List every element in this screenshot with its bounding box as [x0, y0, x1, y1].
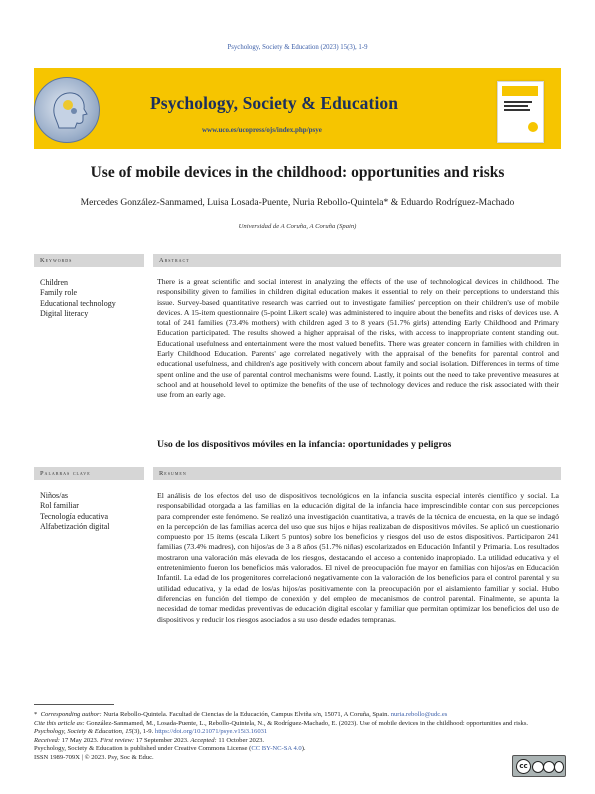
- article-authors: Mercedes González-Sanmamed, Luisa Losada-Puente, Nuria Rebollo-Quintela* & Eduardo Rodríguez-Machado: [80, 197, 515, 208]
- palabras-clave-heading: Palabras clave: [40, 470, 91, 477]
- creative-commons-badge[interactable]: [512, 755, 566, 777]
- abstract-heading: Abstract: [159, 257, 190, 264]
- cite-pages: (3), 1-9.: [131, 728, 154, 736]
- resumen-text: El análisis de los efectos del uso de dispositivos tecnológicos en la infancia suscita especial interés científico y social. La responsabilidad otorgada a las familias en la educación digital de la infancia hace imprescindible contar con sus percepciones para comprender este fenómeno. Se realizó una investigación cuantitativa, a través de la técnica de encuesta, en la que se indagó en la percepción de las familias acerca del uso que sus hijos e hijas realizaban de dispositivos móviles. Se aplicó un cuestionario compuesto por 15 ítems (escala Likert 5 puntos) sobre los beneficios y riesgos del uso de estos dispositivos. Participaron 241 familias (73.4% madres), con hijos/as de 3 a 8 años (51.7% niñas) escolarizados en Educación Infantil y Primaria. Los resultados mostraron una valoración más elevada de los riesgos, destacando el acceso a contenido inapropiado. La utilidad educativa y el entretenimiento fueron los beneficios más valorados. El nivel de preocupación fue mayor en familias con hijos/as en Educación Infantil. La edad de los progenitores correlacionó negativamente con la valoración de los beneficios para el control parental y su utilidad educativa, y la edad de los/as hijos/as positivamente con la preocupación por el aislamiento familiar y social. Hubo diferencias en función del tiempo de conexión y del empleo de mecanismos de control parental. Finalmente, se apunta la necesidad de tomar medidas preventivas de educación digital escolar y familiar que permitan optimizar los beneficios del uso de dispositivos y reducir los riesgos asociados a su uso desde edades tempranas.: [157, 491, 559, 624]
- keyword-item: Educational technology: [40, 298, 116, 308]
- received-label: Received:: [34, 736, 60, 744]
- cite-text: González-Sanmamed, M., Losada-Puente, L., Rebollo-Quintela, N., & Rodríguez-Machado, E. (2023). Use of mobile devices in the childhood: opportunities and risks.: [84, 719, 529, 727]
- cc-icon: cc: [516, 759, 531, 774]
- journal-cover-thumbnail: [497, 81, 544, 143]
- abstract-header-bar: [153, 254, 561, 267]
- license-link[interactable]: CC BY-NC-SA 4.0: [251, 745, 302, 753]
- corresponding-email-link[interactable]: nuria.rebollo@udc.es: [390, 711, 448, 718]
- received-date: 17 May 2023.: [60, 736, 101, 744]
- footnotes: [34, 711, 561, 763]
- resumen-heading: Resumen: [159, 470, 187, 477]
- palabra-clave-item: Alfabetización digital: [40, 521, 110, 531]
- keyword-item: Family role: [40, 288, 78, 298]
- keyword-item: Digital literacy: [40, 308, 89, 318]
- author-affiliation: Universidad de A Coruña, A Coruña (Spain): [238, 223, 357, 230]
- first-review-label: First review:: [100, 736, 135, 744]
- corresponding-author-note: * Corresponding author: Nuria Rebollo-Quintela. Facultad de Ciencias de la Educación, Campus Elviña s/n, 15071, A Coruña, Spain. nuria.rebollo@udc.es: [34, 711, 448, 718]
- abstract-text: There is a great scientific and social interest in analyzing the effects of the use of technological devices in childhood. The responsibility given to families in children digital education makes it essential to rely on their perceptions to understand this issue. Survey-based quantitative research was carried out to investigate families' perception on their children's use of mobile devices. A 15-item questionnaire (5-point Likert scale) was administered to inquire about the benefits and risks of devices use. A total of 241 families (73.4% mothers) with children aged 3 to 8 years (51.7% girls) attending Early Childhood and Primary Education participated. The results showed a higher appraisal of the risks, with access to inappropriate content standing out. Educational usefulness and entertainment were the most valued benefits. There was greater concern in families with children in Early Childhood Education. Parents' age correlated negatively with the appraisal of the benefits for parental control and educational usefulness, and children's age positively with concern about family and social isolation. Differences in terms of time spent online and the use of parental control mechanisms were found. Lastly, it points out the need to take preventive measures at school and at household level to optimize the benefits of the use of technology devices and reduce the risk associated with their use from an early age.: [157, 277, 559, 400]
- resumen-header-bar: [153, 467, 561, 480]
- journal-citation-line: Psychology, Society & Education (2023) 15(3), 1-9: [227, 44, 368, 51]
- journal-logo: [34, 77, 100, 143]
- keyword-item: Children: [40, 278, 68, 287]
- doi-link[interactable]: https://doi.org/10.21071/psye.v15i3.16031: [154, 728, 268, 736]
- corresponding-text: Nuria Rebollo-Quintela. Facultad de Ciencias de la Educación, Campus Elviña s/n, 15071, A Coruña, Spain.: [101, 711, 390, 718]
- accepted-date: 11 October 2023.: [216, 736, 265, 744]
- license-end: ).: [301, 745, 306, 753]
- head-profile-icon: [35, 78, 99, 142]
- dates-note: [34, 737, 561, 746]
- palabra-clave-item: Rol familiar: [40, 501, 79, 511]
- keywords-heading: Keywords: [40, 257, 73, 264]
- cite-journal: Psychology, Society & Education, 15: [34, 728, 132, 736]
- footnote-divider: [34, 704, 114, 705]
- journal-title: Psychology, Society & Education: [150, 93, 399, 113]
- accepted-label: Accepted:: [190, 736, 217, 744]
- article-title: Use of mobile devices in the childhood: opportunities and risks: [90, 164, 505, 181]
- first-review-date: 17 September 2023.: [134, 736, 191, 744]
- journal-url[interactable]: www.uco.es/ucopress/ojs/index.php/psye: [202, 126, 322, 134]
- palabra-clave-item: Tecnología educativa: [40, 511, 109, 521]
- sa-icon: [554, 761, 564, 773]
- palabras-clave-list: [40, 491, 110, 532]
- license-note: [34, 745, 561, 754]
- corresponding-label: Corresponding author:: [40, 711, 102, 718]
- license-text: Psychology, Society & Education is published under Creative Commons License (: [34, 745, 252, 753]
- citation-note: [34, 720, 561, 737]
- issn-note: ISSN 1989-709X | © 2023. Psy, Soc & Educ.: [34, 753, 154, 761]
- palabra-clave-item: Niños/as: [40, 491, 68, 500]
- spanish-title: Uso de los dispositivos móviles en la infancia: oportunidades y peligros: [157, 439, 452, 450]
- keywords-list: [40, 278, 116, 319]
- cite-label: Cite this article as:: [34, 719, 85, 727]
